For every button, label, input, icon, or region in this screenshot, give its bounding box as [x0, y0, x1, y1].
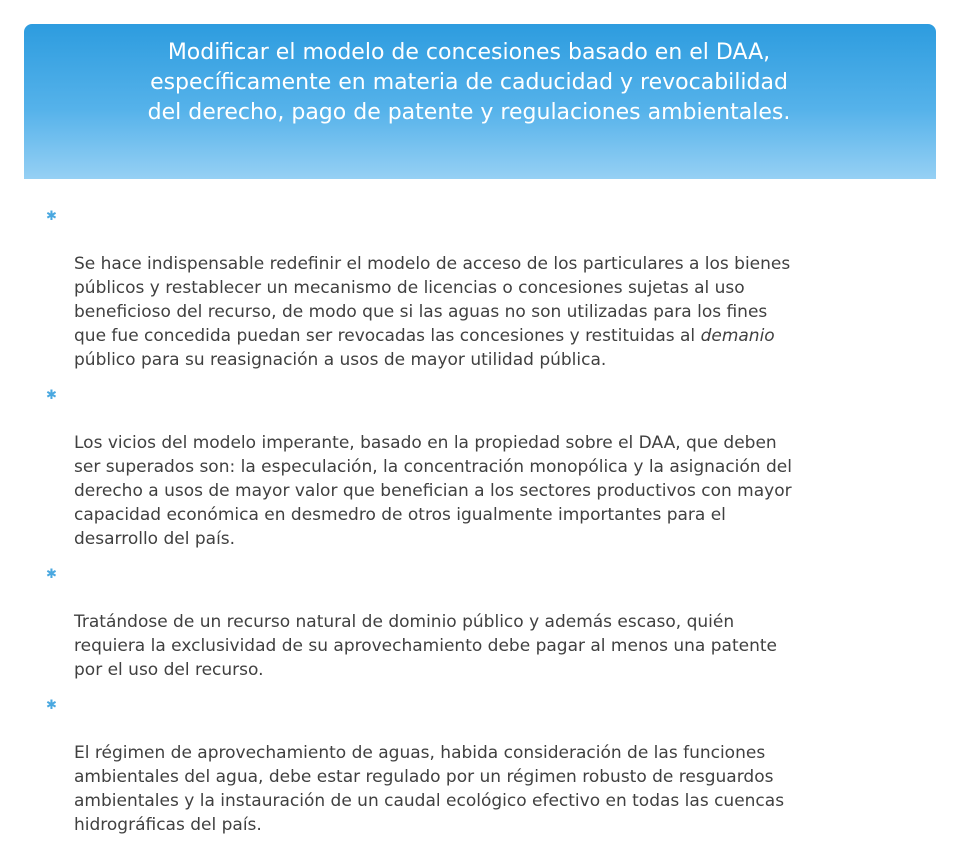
bullet-item-4: [46, 693, 926, 837]
asterisk-bullet-icon: ✱: [46, 388, 57, 403]
slide-title: Modificar el modelo de concesiones basado en el DAA, específicamente en materia de caducidad y revocabilidad del derecho, pago de patente y regulaciones ambientales.: [147, 40, 791, 125]
bullet-text-part: Se hace indispensable redefinir el modelo de acceso de los particulares a los bienes públicos y restablecer un mecanismo de licencias o concesiones sujetas al uso beneficioso del recurso, de modo que si las aguas no son utilizadas para los fines que fue concedida puedan ser revocadas las concesiones y restituidas al: [74, 254, 791, 346]
bullet-text-part: público para su reasignación a usos de mayor utilidad pública.: [74, 350, 607, 370]
asterisk-bullet-icon: ✱: [46, 209, 57, 224]
bullet-item-2: [46, 383, 926, 551]
bullet-item-3: [46, 562, 926, 682]
bullet-text-italic: demanio: [700, 326, 775, 346]
asterisk-bullet-icon: ✱: [46, 567, 57, 582]
bullet-text: Tratándose de un recurso natural de dominio público y además escaso, quién requiera la exclusividad de su aprovechamiento debe pagar al menos una patente por el uso del recurso.: [74, 612, 777, 680]
bullet-text: El régimen de aprovechamiento de aguas, habida consideración de las funciones ambientales del agua, debe estar regulado por un régimen robusto de resguardos ambientales y la instauración de un caudal ecológico efectivo en todas las cuencas hidrográficas del país.: [74, 743, 785, 835]
bullet-list: [46, 204, 926, 848]
bullet-text: Los vicios del modelo imperante, basado en la propiedad sobre el DAA, que deben ser superados son: la especulación, la concentración monopólica y la asignación del derecho a usos de mayor valor que benefician a los sectores productivos con mayor capacidad económica en desmedro de otros igualmente importantes para el desarrollo del país.: [74, 433, 792, 549]
bullet-item-1: [46, 204, 926, 372]
asterisk-bullet-icon: ✱: [46, 698, 57, 713]
title-banner: [24, 24, 936, 179]
bullet-text: [74, 254, 790, 370]
